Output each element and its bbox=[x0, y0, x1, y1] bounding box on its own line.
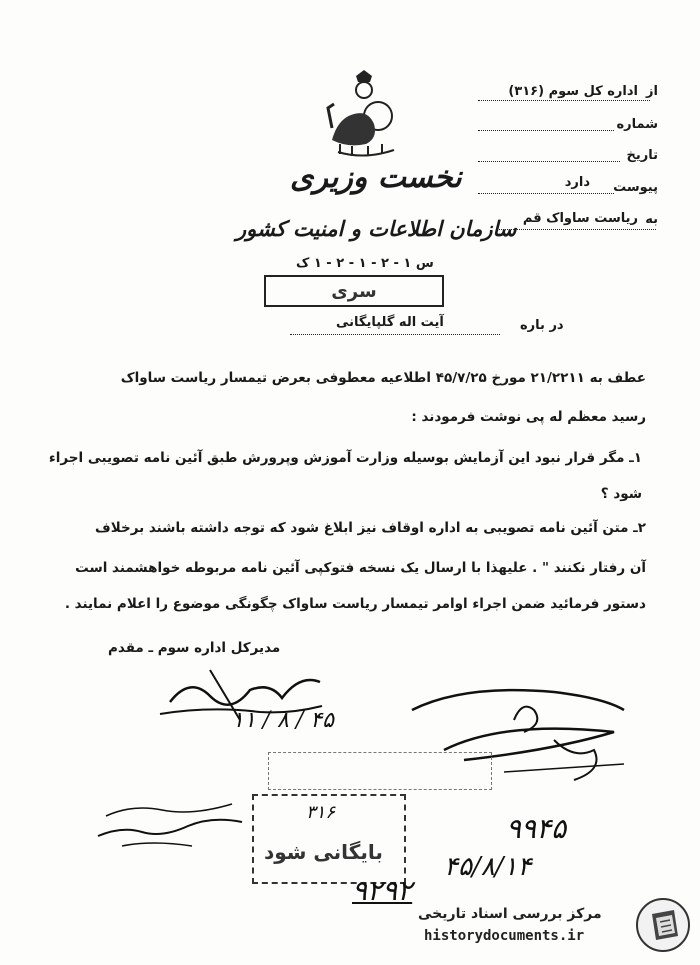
archive-stamp-text: بایگانی شود bbox=[264, 840, 383, 864]
number-label: شماره bbox=[616, 117, 658, 132]
subject-label: در باره bbox=[520, 318, 564, 333]
from-label: از bbox=[646, 84, 658, 99]
handwritten-number: ۹۹۴۵ bbox=[506, 812, 567, 845]
footer-org-name: مرکز بررسی اسناد تاریخی bbox=[418, 906, 602, 922]
archive-logo-icon bbox=[636, 898, 690, 952]
to-dotted-line bbox=[496, 229, 656, 230]
to-value: ریاست ساواک قم bbox=[522, 211, 638, 226]
attach-dotted-line bbox=[478, 193, 614, 194]
signature-title: مدیرکل اداره سوم ـ مقدم bbox=[108, 640, 281, 656]
attach-value: دارد bbox=[564, 175, 590, 190]
attach-label: پیوست bbox=[613, 180, 658, 195]
body-item2b: آن رفتار نکنند " . علیهذا با ارسال یک نسخه فتوکپی آئین نامه مربوطه خواهشمند است bbox=[75, 560, 646, 576]
from-dotted-line bbox=[478, 100, 650, 101]
org-line1: نخست وزیری bbox=[290, 160, 462, 195]
handwritten-note-icon bbox=[92, 796, 252, 856]
from-value: اداره کل سوم (۳۱۶) bbox=[508, 84, 638, 99]
body-line1: عطف به ۲۱/۲۲۱۱ مورخ ۴۵/۷/۲۵ اطلاعیه معطوفی بعرض تیمسار ریاست ساواک bbox=[120, 370, 646, 386]
number-dotted-line bbox=[478, 130, 614, 131]
body-item1a: ۱ـ مگر قرار نبود این آزمایش بوسیله وزارت آموزش وپرورش طبق آئین نامه تصویبی اجراء bbox=[48, 450, 642, 466]
date-label: تاریخ bbox=[626, 148, 658, 163]
date-dotted-line bbox=[478, 161, 620, 162]
subject-dotted-line bbox=[290, 334, 500, 335]
archive-number: ۳۱۶ bbox=[306, 802, 336, 823]
body-line2: رسید معظم له پی نوشت فرمودند : bbox=[411, 409, 646, 425]
faint-stamp-box bbox=[268, 752, 492, 790]
footer-url: historydocuments.ir bbox=[424, 928, 585, 944]
archive-stamp bbox=[252, 794, 406, 884]
handwritten-date: ۱۱ / ۸ / ۴۵ bbox=[232, 708, 334, 733]
handwritten-date2: ۴۵/۸/۱۴ bbox=[444, 852, 532, 882]
org-line2: سازمان اطلاعات و امنیت کشور bbox=[236, 216, 517, 241]
body-item1b: شود ؟ bbox=[600, 486, 642, 502]
subject-value: آیت اله گلپایگانی bbox=[336, 315, 444, 330]
body-item2a: ۲ـ متن آئین نامه تصویبی به اداره اوقاف نیز ابلاغ شود که توجه داشته باشند برخلاف bbox=[95, 520, 646, 536]
body-item2c: دستور فرمائید ضمن اجراء اوامر تیمسار ریاست ساواک چگونگی موضوع را اعلام نمایند . bbox=[64, 596, 646, 612]
classification-code: س ۱ - ۲ - ۱ - ۲ - ۱ ک bbox=[296, 256, 434, 271]
classification-stamp bbox=[264, 275, 444, 307]
classification-text: سری bbox=[331, 280, 377, 302]
lion-sun-emblem-icon bbox=[318, 68, 410, 160]
to-label: به bbox=[645, 212, 658, 227]
handwritten-code: ۹۲۹۲ bbox=[352, 874, 413, 907]
